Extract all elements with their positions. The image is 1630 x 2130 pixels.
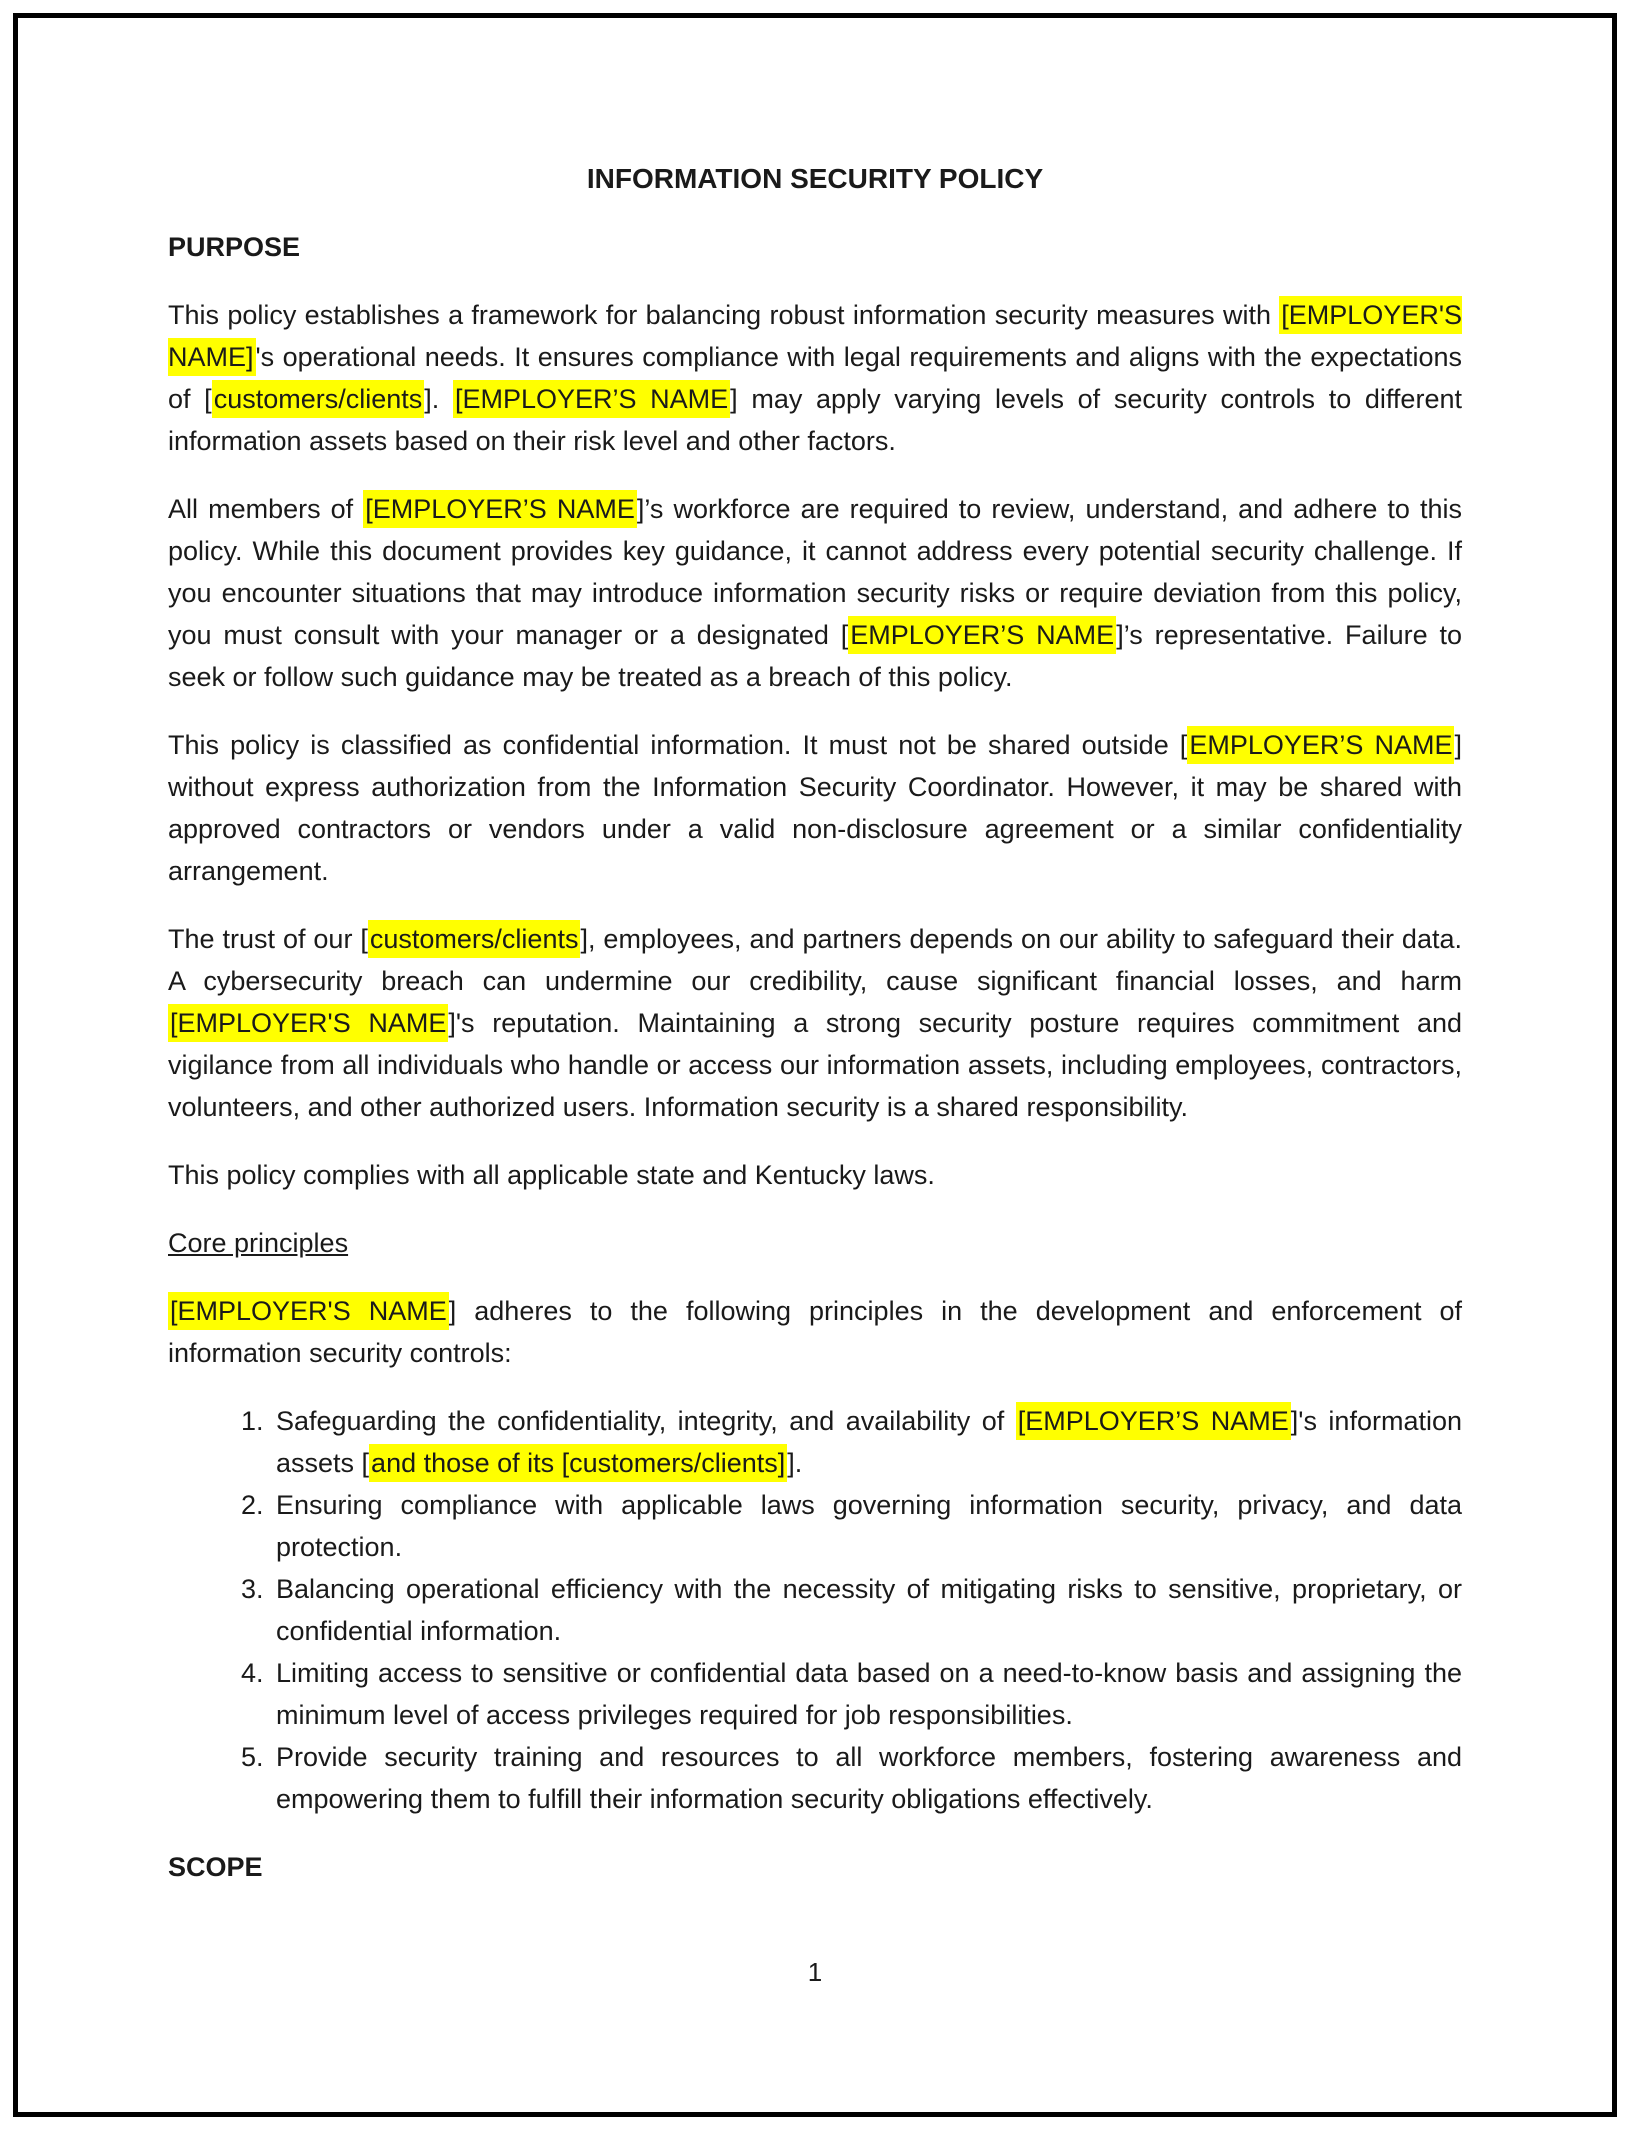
text-run: The trust of our [ xyxy=(168,924,368,954)
text-run: This policy complies with all applicable state and Kentucky laws. xyxy=(168,1160,935,1190)
text-run: ] may apply varying levels of security controls to different information assets based on their risk level and other factors. xyxy=(168,384,1462,456)
placeholder-highlight-customers-clients: customers/clients xyxy=(212,380,425,418)
text-run: ]. xyxy=(424,384,453,414)
text-run: ] adheres to the following principles in the development and enforcement of information security controls: xyxy=(168,1296,1463,1368)
core-principles-intro xyxy=(168,1290,1462,1374)
paragraph-purpose-2 xyxy=(168,488,1462,698)
text-run: ]'s information assets [ xyxy=(276,1406,1462,1478)
placeholder-highlight-employer-name: EMPLOYER’S NAME xyxy=(1187,726,1454,764)
underlined-heading-text: Core principles xyxy=(168,1228,349,1258)
paragraph-purpose-3 xyxy=(168,724,1462,892)
placeholder-highlight-employer-name: [EMPLOYER'S NAME] xyxy=(168,296,1462,376)
placeholder-highlight-customers-clients: and those of its [customers/clients] xyxy=(369,1444,787,1482)
list-item-4 xyxy=(271,1652,1462,1736)
text-run: This policy establishes a framework for balancing robust information security measures with xyxy=(168,300,1280,330)
list-item-2 xyxy=(271,1484,1462,1568)
list-item-1 xyxy=(271,1400,1462,1484)
text-run: ]’s representative. Failure to seek or follow such guidance may be treated as a breach of this policy. xyxy=(168,620,1462,692)
placeholder-highlight-employer-name: [EMPLOYER’S NAME xyxy=(453,380,730,418)
core-principles-list xyxy=(168,1400,1462,1820)
placeholder-highlight-employer-name: EMPLOYER’S NAME xyxy=(848,616,1116,654)
list-item-5 xyxy=(271,1736,1462,1820)
text-run: 's operational needs. It ensures compliance with legal requirements and aligns with the expectations of [ xyxy=(168,342,1462,414)
text-run: ], employees, and partners depends on our ability to safeguard their data. A cybersecurity breach can undermine our credibility, cause significant financial losses, and harm xyxy=(168,924,1462,996)
core-principles-heading xyxy=(168,1222,1462,1264)
text-run: ] without express authorization from the Information Security Coordinator. However, it may be shared with approved contractors or vendors under a valid non-disclosure agreement or a similar confidentiality arrangement. xyxy=(168,730,1462,886)
page-number: 1 xyxy=(807,1957,823,1987)
paragraph-purpose-1 xyxy=(168,294,1462,462)
text-run: Limiting access to sensitive or confidential data based on a need-to-know basis and assigning the minimum level of access privileges required for job responsibilities. xyxy=(276,1658,1462,1730)
paragraph-purpose-4 xyxy=(168,918,1462,1128)
text-run: This policy is classified as confidential information. It must not be shared outside [ xyxy=(168,730,1188,760)
paragraph-purpose-5 xyxy=(168,1154,1462,1196)
scope-heading: SCOPE xyxy=(168,1852,263,1882)
document-title: INFORMATION SECURITY POLICY xyxy=(586,163,1044,194)
text-run: ]. xyxy=(787,1448,803,1478)
list-item-3 xyxy=(271,1568,1462,1652)
text-run: ]’s workforce are required to review, understand, and adhere to this policy. While this document provides key guidance, it cannot address every potential security challenge. If you encounter situations that may introduce information security risks or require deviation from this policy, you must consult with your manager or a designated [ xyxy=(168,494,1463,650)
text-run: All members of xyxy=(168,494,364,524)
text-run: Provide security training and resources to all workforce members, fostering awareness and empowering them to fulfill their information security obligations effectively. xyxy=(276,1742,1462,1814)
placeholder-highlight-employer-name: [EMPLOYER’S NAME xyxy=(1016,1402,1291,1440)
text-run: ]'s reputation. Maintaining a strong security posture requires commitment and vigilance from all individuals who handle or access our information assets, including employees, contractors, volunteers, and other authorized users. Information security is a shared responsibility. xyxy=(168,1008,1462,1122)
placeholder-highlight-customers-clients: customers/clients xyxy=(368,920,581,958)
placeholder-highlight-employer-name: [EMPLOYER’S NAME xyxy=(363,490,637,528)
text-run: Balancing operational efficiency with the necessity of mitigating risks to sensitive, proprietary, or confidential information. xyxy=(276,1574,1462,1646)
placeholder-highlight-employer-name: [EMPLOYER'S NAME xyxy=(168,1292,449,1330)
placeholder-highlight-employer-name: [EMPLOYER'S NAME xyxy=(168,1004,448,1042)
text-run: Ensuring compliance with applicable laws governing information security, privacy, and data protection. xyxy=(276,1490,1462,1562)
purpose-heading: PURPOSE xyxy=(168,232,301,262)
text-run: Safeguarding the confidentiality, integrity, and availability of xyxy=(276,1406,1016,1436)
